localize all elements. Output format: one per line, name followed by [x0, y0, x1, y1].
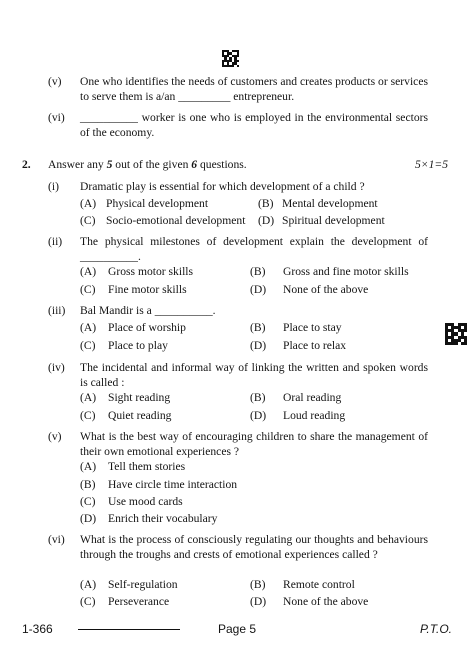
option-text: Gross and fine motor skills	[283, 265, 409, 278]
option-text: Place to play	[108, 339, 168, 352]
option-text: Self-regulation	[108, 578, 178, 591]
question-text: What is the best way of encouraging children to share the management of their own emotional experiences ?	[80, 430, 428, 458]
option-label: (D)	[250, 283, 267, 296]
question-number: (v)	[48, 75, 62, 88]
page-number: Page 5	[218, 622, 257, 636]
option-label: (B)	[250, 265, 266, 278]
option-label: (A)	[80, 460, 97, 473]
marks-label: 5×1=5	[414, 158, 448, 171]
option-label: (A)	[80, 265, 97, 278]
question-number: (vi)	[48, 533, 65, 546]
option-text: Remote control	[283, 578, 355, 591]
option-text: Spiritual development	[282, 214, 385, 227]
qr-code-top	[222, 50, 239, 67]
paper-code: 1-366	[22, 622, 53, 636]
question-number: 2.	[22, 158, 31, 171]
option-label: (D)	[250, 409, 267, 422]
option-label: (C)	[80, 495, 96, 508]
question-number: (vi)	[48, 111, 65, 124]
option-label: (C)	[80, 595, 96, 608]
option-text: Quiet reading	[108, 409, 172, 422]
option-label: (B)	[250, 321, 266, 334]
option-text: Loud reading	[283, 409, 346, 422]
pto-label: P.T.O.	[419, 622, 452, 636]
option-label: (A)	[80, 197, 97, 210]
question-text: What is the process of consciously regulating our thoughts and behaviours through the troughs and crests of emotional experiences called ?	[80, 533, 428, 561]
option-text: Gross motor skills	[108, 265, 194, 278]
option-text: None of the above	[283, 283, 369, 296]
option-label: (C)	[80, 214, 96, 227]
option-label: (D)	[250, 339, 267, 352]
option-text: Fine motor skills	[108, 283, 187, 296]
option-text: Use mood cards	[108, 495, 183, 508]
question-text: The physical milestones of development explain the development of __________.	[80, 235, 428, 263]
option-label: (B)	[80, 478, 96, 491]
question-text: Bal Mandir is a __________.	[80, 304, 216, 317]
question-number: (i)	[48, 180, 59, 193]
qr-code-side	[445, 323, 467, 345]
footer-rule	[78, 629, 180, 630]
option-label: (B)	[258, 197, 274, 210]
option-text: Perseverance	[108, 595, 170, 608]
question-number: (iv)	[48, 361, 65, 374]
question-text: The incidental and informal way of linking the written and spoken words is called :	[80, 361, 428, 389]
option-text: Enrich their vocabulary	[108, 512, 218, 525]
question-text: Dramatic play is essential for which development of a child ?	[80, 180, 365, 193]
option-label: (D)	[258, 214, 275, 227]
question-number: (ii)	[48, 235, 63, 248]
option-label: (C)	[80, 409, 96, 422]
question-instruction: Answer any 5 out of the given 6 questions.	[48, 158, 247, 171]
option-text: Sight reading	[108, 391, 171, 404]
option-text: Have circle time interaction	[108, 478, 238, 491]
option-label: (C)	[80, 339, 96, 352]
question-text: One who identifies the needs of customers and creates products or services to serve them is a/an _________ entrepreneur.	[80, 75, 428, 103]
option-label: (A)	[80, 321, 97, 334]
option-text: None of the above	[283, 595, 369, 608]
option-text: Mental development	[282, 197, 378, 210]
question-text: __________ worker is one who is employed in the environmental sectors of the economy.	[80, 111, 428, 139]
option-text: Place to relax	[283, 339, 347, 352]
option-label: (D)	[250, 595, 267, 608]
option-text: Socio-emotional development	[106, 214, 246, 227]
option-text: Physical development	[106, 197, 209, 210]
option-label: (B)	[250, 578, 266, 591]
option-label: (A)	[80, 391, 97, 404]
option-text: Place of worship	[108, 321, 186, 334]
question-number: (v)	[48, 430, 62, 443]
option-label: (A)	[80, 578, 97, 591]
option-label: (C)	[80, 283, 96, 296]
option-text: Place to stay	[283, 321, 342, 334]
option-text: Tell them stories	[108, 460, 186, 473]
option-text: Oral reading	[283, 391, 342, 404]
option-label: (B)	[250, 391, 266, 404]
option-label: (D)	[80, 512, 97, 525]
question-number: (iii)	[48, 304, 66, 317]
